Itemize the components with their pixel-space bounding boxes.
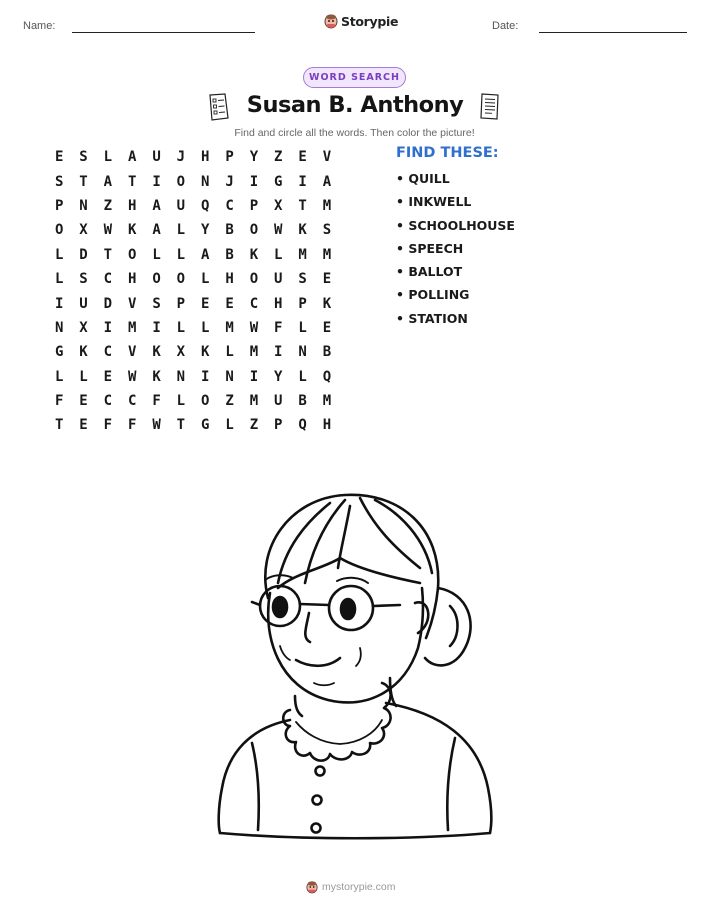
word-item-station: • STATION: [396, 310, 468, 326]
grid-cell: H: [201, 149, 210, 166]
grid-cell: H: [322, 417, 332, 434]
grid-cell: I: [152, 319, 161, 336]
grid-cell: X: [79, 319, 88, 336]
grid-cell: T: [54, 417, 64, 434]
grid-cell: T: [176, 417, 186, 434]
grid-cell: U: [152, 149, 161, 166]
grid-cell: L: [201, 319, 210, 336]
grid-cell: M: [127, 319, 137, 336]
grid-cell: N: [298, 344, 307, 361]
grid-cell: L: [201, 271, 210, 288]
grid-cell: A: [152, 197, 161, 214]
grid-cell: L: [176, 246, 186, 263]
grid-cell: W: [103, 222, 113, 239]
grid-cell: O: [249, 271, 259, 288]
grid-row: [47, 365, 339, 389]
grid-cell: L: [79, 368, 88, 385]
grid-cell: L: [152, 246, 161, 263]
grid-cell: N: [225, 368, 234, 385]
grid-cell: I: [274, 344, 283, 361]
grid-cell: W: [152, 417, 161, 434]
grid-row: [47, 267, 339, 291]
grid-cell: H: [127, 271, 137, 288]
grid-cell: P: [176, 295, 186, 312]
grid-cell: I: [249, 368, 259, 385]
grid-cell: T: [298, 197, 307, 214]
grid-cell: M: [249, 344, 259, 361]
grid-cell: I: [298, 173, 307, 190]
grid-cell: P: [249, 197, 259, 214]
grid-cell: E: [225, 295, 234, 312]
grid-cell: L: [274, 246, 283, 263]
name-line: [72, 32, 255, 33]
grid-cell: A: [152, 222, 161, 239]
grid-cell: W: [249, 319, 259, 336]
grid-row: [47, 389, 339, 413]
grid-cell: K: [127, 222, 137, 239]
grid-cell: K: [152, 368, 161, 385]
grid-cell: Z: [225, 393, 234, 410]
grid-cell: F: [152, 393, 161, 410]
grid-row: [47, 145, 339, 169]
grid-cell: N: [79, 197, 88, 214]
grid-cell: D: [79, 246, 88, 263]
grid-cell: B: [225, 222, 234, 239]
checklist-document-icon: [207, 93, 231, 121]
grid-cell: E: [322, 271, 332, 288]
grid-cell: L: [176, 222, 186, 239]
grid-cell: O: [127, 246, 137, 263]
susan-b-anthony-illustration: [210, 488, 500, 858]
grid-cell: P: [54, 197, 64, 214]
date-line: [539, 32, 687, 33]
grid-cell: K: [249, 246, 259, 263]
grid-cell: G: [54, 344, 64, 361]
grid-cell: Z: [103, 197, 113, 214]
word-item-quill: • QUILL: [396, 171, 450, 186]
grid-cell: K: [322, 295, 332, 312]
grid-cell: I: [249, 173, 259, 190]
grid-cell: P: [298, 295, 307, 312]
grid-cell: X: [176, 344, 186, 361]
grid-cell: X: [274, 197, 283, 214]
grid-cell: Z: [274, 149, 283, 166]
grid-cell: V: [127, 344, 137, 361]
grid-row: [47, 316, 339, 340]
footer: [306, 880, 396, 894]
grid-cell: S: [79, 149, 88, 166]
grid-cell: S: [54, 173, 64, 190]
grid-cell: W: [127, 368, 137, 385]
grid-cell: K: [201, 344, 210, 361]
find-these-heading: FIND THESE:: [396, 145, 499, 161]
grid-cell: E: [103, 368, 113, 385]
grid-cell: L: [176, 393, 186, 410]
grid-row: [47, 291, 339, 315]
text-document-icon: [478, 93, 502, 121]
grid-cell: F: [103, 417, 113, 434]
grid-cell: Y: [274, 368, 283, 385]
grid-cell: O: [54, 222, 64, 239]
grid-cell: S: [322, 222, 332, 239]
grid-cell: K: [298, 222, 307, 239]
word-item-speech: • SPEECH: [396, 240, 464, 256]
grid-cell: H: [127, 197, 137, 214]
grid-cell: T: [127, 173, 137, 190]
grid-cell: B: [298, 393, 307, 410]
grid-cell: O: [201, 393, 210, 410]
grid-cell: L: [54, 246, 64, 263]
grid-cell: G: [201, 417, 210, 434]
grid-cell: C: [127, 393, 137, 410]
word-search-badge: WORD SEARCH: [303, 67, 406, 88]
grid-row: [47, 340, 339, 364]
grid-cell: A: [103, 173, 113, 190]
grid-cell: N: [176, 368, 186, 385]
word-list: [396, 171, 515, 334]
grid-cell: J: [176, 149, 186, 166]
date-label: Date:: [492, 20, 519, 32]
footer-url: mystorypie.com: [322, 881, 396, 893]
grid-cell: S: [79, 271, 88, 288]
grid-cell: V: [127, 295, 137, 312]
grid-cell: M: [225, 319, 234, 336]
name-label: Name:: [23, 20, 56, 32]
grid-cell: U: [274, 271, 283, 288]
grid-cell: I: [201, 368, 210, 385]
grid-cell: A: [127, 149, 137, 166]
grid-cell: K: [79, 344, 88, 361]
word-search-grid: [47, 145, 339, 438]
grid-row: [47, 413, 339, 437]
grid-cell: L: [225, 344, 234, 361]
grid-cell: L: [54, 271, 64, 288]
grid-cell: C: [103, 344, 113, 361]
grid-cell: Y: [249, 149, 259, 166]
grid-cell: J: [225, 173, 234, 190]
grid-cell: D: [103, 295, 113, 312]
grid-cell: E: [201, 295, 210, 312]
grid-cell: C: [103, 271, 113, 288]
grid-cell: F: [274, 319, 283, 336]
grid-cell: M: [249, 393, 259, 410]
grid-cell: Q: [201, 197, 210, 214]
grid-cell: L: [298, 319, 307, 336]
grid-cell: C: [103, 393, 113, 410]
grid-cell: M: [322, 246, 332, 263]
grid-cell: M: [322, 197, 332, 214]
grid-cell: L: [176, 319, 186, 336]
word-item-ballot: • BALLOT: [396, 264, 463, 280]
grid-cell: T: [103, 246, 113, 263]
word-item-inkwell: • INKWELL: [396, 194, 472, 210]
grid-cell: F: [54, 393, 64, 410]
grid-cell: N: [54, 319, 64, 336]
grid-cell: S: [298, 271, 307, 288]
grid-row: [47, 243, 339, 267]
grid-cell: B: [225, 246, 234, 263]
grid-cell: C: [249, 295, 259, 312]
grid-cell: Z: [249, 417, 259, 434]
grid-cell: Q: [322, 368, 332, 385]
grid-cell: E: [79, 417, 88, 434]
grid-cell: L: [54, 368, 64, 385]
grid-cell: I: [152, 173, 161, 190]
grid-cell: O: [152, 271, 161, 288]
grid-cell: N: [201, 173, 210, 190]
grid-cell: H: [274, 295, 283, 312]
grid-cell: Y: [201, 222, 210, 239]
instructions-text: Find and circle all the words. Then color the picture!: [234, 127, 475, 139]
grid-cell: F: [127, 417, 137, 434]
grid-cell: L: [298, 368, 307, 385]
grid-cell: E: [298, 149, 307, 166]
grid-cell: B: [322, 344, 332, 361]
storypie-mascot-icon: [324, 13, 338, 29]
brand-name: Storypie: [341, 13, 399, 29]
grid-cell: L: [225, 417, 234, 434]
grid-cell: K: [152, 344, 161, 361]
grid-cell: M: [322, 393, 332, 410]
grid-cell: X: [79, 222, 88, 239]
grid-cell: I: [103, 319, 113, 336]
grid-cell: S: [152, 295, 161, 312]
grid-cell: W: [274, 222, 283, 239]
grid-row: [47, 218, 339, 242]
grid-cell: P: [225, 149, 234, 166]
grid-cell: T: [79, 173, 88, 190]
brand-logo: [324, 13, 398, 29]
grid-cell: H: [225, 271, 234, 288]
page-title: Susan B. Anthony: [246, 92, 464, 118]
grid-cell: C: [225, 197, 234, 214]
word-item-polling: • POLLING: [396, 287, 470, 303]
grid-cell: A: [201, 246, 210, 263]
grid-cell: U: [176, 197, 186, 214]
word-item-schoolhouse: • SCHOOLHOUSE: [396, 217, 515, 233]
grid-cell: A: [322, 173, 332, 190]
grid-cell: M: [298, 246, 307, 263]
grid-cell: U: [79, 295, 88, 312]
grid-row: [47, 194, 339, 218]
grid-cell: O: [176, 271, 186, 288]
grid-cell: E: [322, 319, 332, 336]
grid-cell: I: [54, 295, 64, 312]
grid-cell: V: [322, 149, 332, 166]
grid-cell: L: [103, 149, 113, 166]
grid-row: [47, 169, 339, 193]
grid-cell: P: [274, 417, 283, 434]
grid-cell: G: [274, 173, 283, 190]
grid-cell: U: [274, 393, 283, 410]
grid-cell: O: [249, 222, 259, 239]
grid-cell: O: [176, 173, 186, 190]
storypie-mascot-icon: [306, 880, 318, 894]
grid-cell: E: [79, 393, 88, 410]
grid-cell: Q: [298, 417, 307, 434]
grid-cell: E: [54, 149, 64, 166]
